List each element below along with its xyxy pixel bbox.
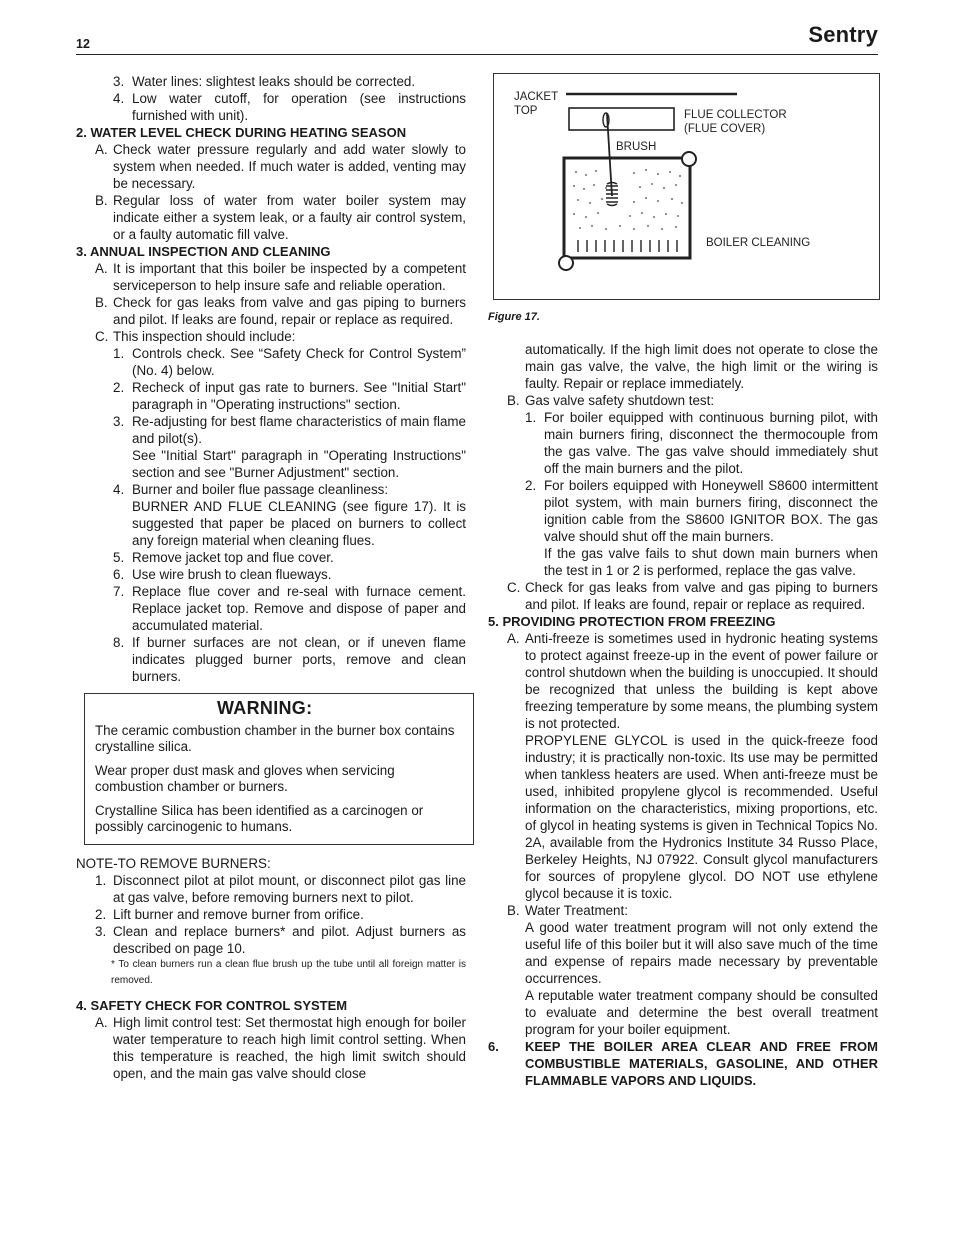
item-number: 1.: [113, 346, 125, 361]
item-text: It is important that this boiler be inspected by a competent serviceperson to help insure safe and reliable operation.: [113, 261, 466, 293]
label-top: TOP: [514, 105, 538, 117]
item-continuation: If the gas valve fails to shut down main burners when the test in 1 or 2 is performed, replace the gas valve.: [544, 546, 878, 578]
list-item: [488, 392, 878, 409]
label-boiler-cleaning: BOILER CLEANING: [706, 237, 811, 249]
item-letter: B.: [507, 903, 520, 918]
list-item: [76, 413, 466, 447]
figure-17-diagram: [493, 73, 880, 300]
item-letter: C.: [95, 329, 109, 344]
list-item: [76, 345, 466, 379]
item-text: Water Treatment:: [525, 903, 628, 918]
item-number: 2.: [95, 907, 107, 922]
item-text: For boiler equipped with continuous burning pilot, with main burners firing, disconnect the thermocouple from the gas valve. The gas valve should immediately shut off the main burners and the pilot.: [544, 410, 878, 476]
item-number: 4.: [113, 482, 125, 497]
item-letter: A.: [507, 631, 520, 646]
list-item: [488, 579, 878, 613]
burner-tubes: [578, 240, 677, 252]
item-letter: A.: [95, 142, 108, 157]
section-heading-safety-check: 4. SAFETY CHECK FOR CONTROL SYSTEM: [76, 998, 348, 1013]
flue-dots: [573, 169, 683, 230]
item-text: Re-adjusting for best flame characteristics of main flame and pilot(s).: [132, 414, 466, 446]
item-number: 2.: [113, 380, 125, 395]
item-continuation: PROPYLENE GLYCOL is used in the quick-freeze food industry; it is practically non-toxic. Its use may be permitted when tankless heaters are used. When anti-freeze must be used, inhibited propylene glycol is recommended. Useful information on the characteristics, mixing proportions, etc. of glycol in heating systems is given in Technical Topics No. 2A, available from the Hydronics Institute 34 Russo Place, Berkeley Heights, NJ 07922. Consult glycol manufacturers for sources of propylene glycol. DO NOT use ethylene glycol because it is toxic.: [525, 733, 878, 901]
corner-fitting: [682, 152, 696, 166]
left-column: [76, 73, 466, 1082]
list-item: [76, 566, 466, 583]
item-number: 7.: [113, 584, 125, 599]
brand-title: Sentry: [808, 22, 878, 47]
list-item: [488, 902, 878, 919]
section-heading-annual-inspection: 3. ANNUAL INSPECTION AND CLEANING: [76, 244, 331, 259]
item-text: Lift burner and remove burner from orifice.: [113, 907, 364, 922]
item-text: Regular loss of water from water boiler system may indicate either a system leak, or a faulty air control system, or a faulty automatic fill valve.: [113, 193, 466, 242]
list-item: [76, 481, 466, 498]
item-number: 6.: [488, 1039, 499, 1054]
item-continuation: See "Initial Start" paragraph in "Operating Instructions" section and see "Burner Adjustment" section.: [132, 448, 466, 480]
warning-text: Wear proper dust mask and gloves when servicing combustion chamber or burners.: [95, 763, 395, 794]
item-number: 5.: [113, 550, 125, 565]
section-heading-water-level: 2. WATER LEVEL CHECK DURING HEATING SEASON: [76, 125, 407, 140]
right-column: [488, 341, 878, 1089]
item-text: Water lines: slightest leaks should be corrected.: [132, 74, 416, 89]
label-brush: BRUSH: [616, 141, 657, 153]
item-letter: B.: [95, 193, 108, 208]
item-text: Replace flue cover and re-seal with furnace cement. Replace jacket top. Remove and dispose of paper and accumulated material.: [132, 584, 466, 633]
item-text: Use wire brush to clean flueways.: [132, 567, 332, 582]
footnote: * To clean burners run a clean flue brush up the tube until all foreign matter is removed.: [111, 959, 466, 986]
item-text: Anti-freeze is sometimes used in hydronic heating systems to protect against freeze-up in the event of power failure or control shutdown when the building is unoccupied. It should be recognized that unless the building is kept above freezing temperature by some means, the plumbing system is not protected.: [525, 631, 878, 731]
warning-box: [84, 693, 474, 845]
item-text: Recheck of input gas rate to burners. See "Initial Start" paragraph in "Operating instructions" section.: [132, 380, 466, 412]
item-text: Gas valve safety shutdown test:: [525, 393, 715, 408]
item-text: For boilers equipped with Honeywell S8600 intermittent pilot system, with main burners firing, disconnect the ignition cable from the S8600 IGNITOR BOX. The gas valve should shut off the main burners.: [544, 478, 878, 544]
item-letter: A.: [95, 261, 108, 276]
list-item: [76, 294, 466, 328]
brush-bristles: [606, 183, 618, 206]
item-text: This inspection should include:: [113, 329, 296, 344]
item-text: If burner surfaces are not clean, or if uneven flame indicates plugged burner ports, remove and clean burners.: [132, 635, 466, 684]
list-item: [76, 549, 466, 566]
list-item: [76, 1014, 466, 1082]
list-item: [76, 328, 466, 345]
list-item: [76, 379, 466, 413]
item-text: Controls check. See “Safety Check for Control System” (No. 4) below.: [132, 346, 466, 378]
item-number: 3.: [113, 74, 125, 89]
warning-text: Crystalline Silica has been identified as a carcinogen or possibly carcinogenic to humans.: [95, 803, 424, 834]
list-item: [76, 634, 466, 685]
warning-text: The ceramic combustion chamber in the burner box contains crystalline silica.: [95, 723, 455, 754]
item-letter: A.: [95, 1015, 108, 1030]
list-item: [76, 73, 466, 90]
item-letter: B.: [507, 393, 520, 408]
note-heading: NOTE-TO REMOVE BURNERS:: [76, 856, 271, 871]
item-number: 6.: [113, 567, 125, 582]
item-number: 1.: [95, 873, 107, 888]
item-text: Low water cutoff, for operation (see instructions furnished with unit).: [132, 91, 466, 123]
list-item: [76, 872, 466, 906]
list-item: [76, 923, 466, 957]
item-number: 8.: [113, 635, 125, 650]
list-item: [76, 583, 466, 634]
label-flue-collector: FLUE COLLECTOR: [684, 109, 787, 121]
item-number: 1.: [525, 410, 537, 425]
item-number: 3.: [113, 414, 125, 429]
item-text: Check for gas leaks from valve and gas piping to burners and pilot. If leaks are found, repair or replace as required.: [525, 580, 878, 612]
item-text: Burner and boiler flue passage cleanliness:: [132, 482, 389, 497]
list-item: [488, 477, 878, 545]
figure-caption: Figure 17.: [488, 311, 540, 323]
item-continuation: A reputable water treatment company should be consulted to evaluate and determine the best overall treatment program for your boiler equipment.: [525, 988, 878, 1037]
list-item: [76, 906, 466, 923]
section-heading-keep-clear: [488, 1038, 878, 1089]
label-jacket: JACKET: [514, 91, 559, 103]
section-heading-freezing: 5. PROVIDING PROTECTION FROM FREEZING: [488, 614, 776, 629]
item-number: 4.: [113, 91, 125, 106]
list-item: [76, 141, 466, 192]
item-number: 2.: [525, 478, 537, 493]
boiler-section: [564, 158, 690, 258]
item-text: High limit control test: Set thermostat high enough for boiler water temperature to reach high limit control setting. When this temperature is reached, the high limit switch should open, and the main gas valve should close: [113, 1015, 466, 1081]
label-flue-cover: (FLUE COVER): [684, 123, 766, 135]
item-text: Check for gas leaks from valve and gas piping to burners and pilot. If leaks are found, repair or replace as required.: [113, 295, 466, 327]
boiler-cleaning-illustration: [494, 74, 879, 299]
item-text: Disconnect pilot at pilot mount, or disconnect pilot gas line at gas valve, before removing burners next to pilot.: [113, 873, 466, 905]
item-text: Clean and replace burners* and pilot. Adjust burners as described on page 10.: [113, 924, 466, 956]
item-letter: C.: [507, 580, 521, 595]
list-item: [76, 90, 466, 124]
header-divider: [76, 54, 878, 55]
page-number: 12: [76, 37, 90, 51]
item-number: 3.: [95, 924, 107, 939]
item-text: Remove jacket top and flue cover.: [132, 550, 334, 565]
flue-collector: [569, 108, 674, 130]
list-item: [488, 409, 878, 477]
item-text: Check water pressure regularly and add water slowly to system when needed. If much water is added, venting may be necessary.: [113, 142, 466, 191]
warning-title: WARNING:: [217, 698, 313, 718]
item-continuation: BURNER AND FLUE CLEANING (see figure 17). It is suggested that paper be placed on burners to collect any foreign material when cleaning flues.: [132, 499, 466, 548]
corner-fitting: [559, 256, 573, 270]
item-letter: B.: [95, 295, 108, 310]
item-continuation: A good water treatment program will not only extend the useful life of this boiler but it will also save much of the time and expense of repairs made necessary by preventable occurrences.: [525, 920, 878, 986]
list-item: [76, 192, 466, 243]
item-text: KEEP THE BOILER AREA CLEAR AND FREE FROM COMBUSTIBLE MATERIALS, GASOLINE, AND OTHER FLAMMABLE VAPORS AND LIQUIDS.: [525, 1039, 878, 1088]
list-item: [76, 260, 466, 294]
item-continuation: automatically. If the high limit does not operate to close the main gas valve, the valve, the high limit or the wiring is faulty. Repair or replace immediately.: [525, 342, 878, 391]
list-item: [488, 630, 878, 732]
